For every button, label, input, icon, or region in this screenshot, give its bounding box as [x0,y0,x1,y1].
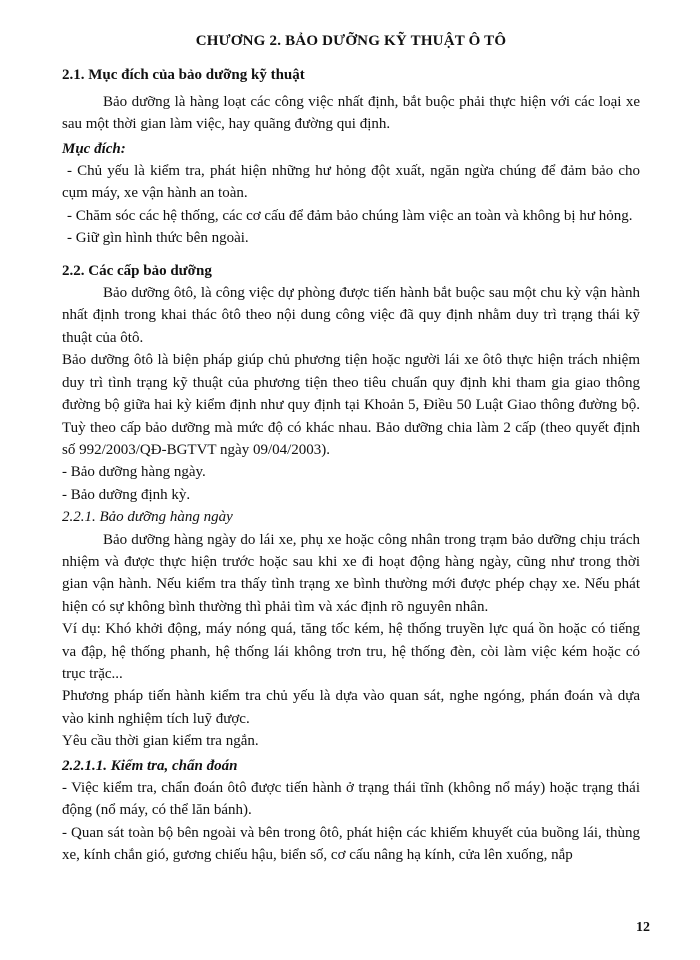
section-2-2-1-paragraph-3: Phương pháp tiến hành kiểm tra chủ yếu là dựa vào quan sát, nghe ngóng, phán đoán và dựa vào kinh nghiệm tích luỹ được. [62,688,640,727]
section-2-2-1-paragraph-2: Ví dụ: Khó khởi động, máy nóng quá, tăng tốc kém, hệ thống truyền lực quá ồn hoặc có tiếng va đập, hệ thống phanh, hệ thống lái không trơn tru, hệ thống đèn, còi làm việc kém hoặc có trục trặc... [62,621,640,682]
chapter-title: CHƯƠNG 2. BẢO DƯỠNG KỸ THUẬT Ô TÔ [195,33,507,49]
purpose-item-2: - Chăm sóc các hệ thống, các cơ cấu để đảm bảo chúng làm việc an toàn và không bị hư hỏng. [67,207,633,224]
section-2-1-heading: 2.1. Mục đích của bảo dưỡng kỹ thuật [62,67,305,84]
purpose-item-3: - Giữ gìn hình thức bên ngoài. [67,230,249,247]
section-2-2-paragraph-1: Bảo dưỡng ôtô, là công việc dự phòng được tiến hành bắt buộc sau một chu kỳ vận hành nhất định trong khai thác ôtô theo nội dung công việc đã quy định nhằm duy trì trạng thái kỹ thuật của ôtô. [62,285,640,346]
section-2-2-1-1-heading: 2.2.1.1. Kiểm tra, chẩn đoán [62,757,238,774]
section-2-2-1-heading: 2.2.1. Bảo dưỡng hàng ngày [62,509,233,526]
section-2-2-1-paragraph-4: Yêu cầu thời gian kiểm tra ngắn. [62,733,259,750]
section-2-2-paragraph-2: Bảo dưỡng ôtô là biện pháp giúp chủ phương tiện hoặc người lái xe ôtô thực hiện trách nhiệm duy trì tình trạng kỹ thuật của phương tiện theo tiêu chuẩn quy định khi tham gia giao thông đường bộ giữa hai kỳ kiểm định như quy định tại Khoản 5, Điều 50 Luật Giao thông đường bộ. Tuỳ theo cấp bảo dưỡng mà mức độ có khác nhau. Bảo dưỡng chia làm 2 cấp (theo quyết định số 992/2003/QĐ-BGTVT ngày 09/04/2003). [62,352,640,458]
section-2-2-heading: 2.2. Các cấp bảo dưỡng [62,262,212,279]
section-2-2-1-1-item-1: - Việc kiểm tra, chẩn đoán ôtô được tiến hành ở trạng thái tĩnh (không nổ máy) hoặc trạng thái động (nổ máy, có thể lăn bánh). [62,780,640,819]
maintenance-level-item-1: - Bảo dưỡng hàng ngày. [62,464,206,481]
maintenance-level-item-2: - Bảo dưỡng định kỳ. [62,486,191,503]
section-2-1-paragraph: Bảo dưỡng là hàng loạt các công việc nhất định, bắt buộc phải thực hiện với các loại xe sau một thời gian làm việc, hay quãng đường qui định. [62,93,640,133]
page-number: 12 [636,920,650,935]
section-2-2-1-1-item-2: - Quan sát toàn bộ bên ngoài và bên trong ôtô, phát hiện các khiếm khuyết của buồng lái, thùng xe, kính chắn gió, gương chiếu hậu, biển số, cơ cấu nâng hạ kính, cửa lên xuống, nắp [62,824,640,864]
section-2-2-1-paragraph-1: Bảo dưỡng hàng ngày do lái xe, phụ xe hoặc công nhân trong trạm bảo dưỡng chịu trách nhiệm và được thực hiện trước hoặc sau khi xe đi hoạt động hàng ngày, cũng như trong thời gian vận hành. Nếu kiểm tra thấy tình trạng xe bình thường mới được phép chạy xe. Nếu phát hiện có sự không bình thường thì phải tìm và xác định rõ nguyên nhân. [62,531,640,615]
purpose-item-1: - Chủ yếu là kiểm tra, phát hiện những hư hỏng đột xuất, ngăn ngừa chúng để đảm bảo cho cụm máy, xe vận hành an toàn. [62,163,640,202]
purpose-heading: Mục đích: [62,140,126,157]
